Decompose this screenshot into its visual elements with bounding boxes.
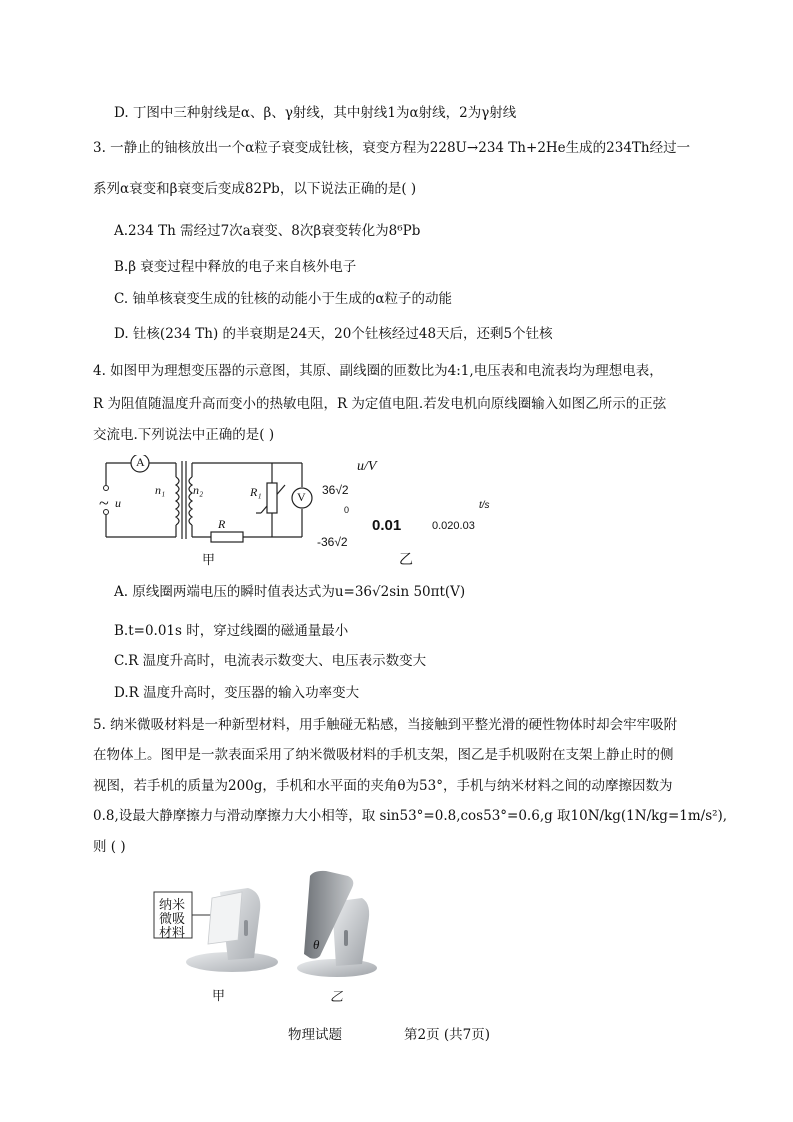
- option-4c: C.R 温度升高时，电流表示数变大、电压表示数变大: [114, 653, 427, 669]
- option-3d: D. 丁图中三种射线是α、β、γ射线，其中射线1为α射线，2为γ射线: [114, 105, 517, 121]
- photo-caption-left: 甲: [212, 988, 226, 1003]
- n1-label: n₁: [155, 483, 166, 497]
- footer-page-number: 第2页 (共7页): [404, 1027, 491, 1043]
- option-4b: B.t=0.01s 时，穿过线圈的磁通量最小: [114, 623, 349, 639]
- circuit-caption: 甲: [202, 552, 216, 567]
- wave-t23: 0.020.03: [432, 520, 475, 532]
- photo-label-line2: 微吸: [159, 911, 186, 926]
- r-label: R: [218, 517, 226, 531]
- voltmeter-label: V: [297, 490, 306, 504]
- option-3c: C. 铀单核衰变生成的钍核的动能小于生成的α粒子的动能: [114, 291, 453, 307]
- question-5-stem-4: 0.8,设最大静摩擦力与滑动摩擦力大小相等，取 sin53°=0.8,cos53°=0.6,g 取10N/kg(1N/kg=1m/s²),: [93, 808, 728, 824]
- wave-xlabel: t/s: [479, 500, 490, 511]
- r1-label: R₁: [250, 485, 262, 499]
- phone-on-stand-photo: [292, 868, 382, 980]
- question-5-stem-2: 在物体上。图甲是一款表面采用了纳米微吸材料的手机支架，图乙是手机吸附在支架上静止时的侧: [93, 747, 674, 763]
- question-4-stem-cont: R 为阻值随温度升高而变小的热敏电阻，R 为定值电阻.若发电机向原线圈输入如图乙所示的正弦: [93, 396, 667, 412]
- wave-zero: 0: [344, 505, 350, 515]
- wave-t1: 0.01: [372, 517, 402, 534]
- ammeter-label: A: [136, 455, 145, 469]
- option-3b: B.β 衰变过程中释放的电子来自核外电子: [114, 259, 357, 275]
- question-5-stem-5: 则 ( ): [93, 839, 126, 855]
- photo-label-line3: 材料: [159, 925, 186, 940]
- option-3d-2: D. 钍核(234 Th) 的半衰期是24天，20个钍核经过48天后，还剩5个钍核: [114, 326, 553, 342]
- question-5-stem: 5. 纳米微吸材料是一种新型材料，用手触碰无粘感，当接触到平整光滑的硬性物体时却会牢牢吸附: [93, 717, 678, 733]
- wave-ylabel: u/V: [357, 459, 377, 474]
- photo-caption-right: 乙: [330, 989, 344, 1004]
- question-5-stem-3: 视图，若手机的质量为200g，手机和水平面的夹角θ为53°，手机与纳米材料之间的动摩擦因数为: [93, 778, 673, 794]
- option-3a: A.234 Th 需经过7次a衰变、8次β衰变转化为8⁶Pb: [114, 223, 421, 239]
- footer-title: 物理试题: [288, 1027, 342, 1043]
- option-4d: D.R 温度升高时，变压器的输入功率变大: [114, 685, 360, 701]
- wave-ymax: 36√2: [322, 483, 349, 497]
- theta-label: θ: [313, 937, 320, 952]
- source-tilde: ~: [99, 493, 109, 513]
- question-4-stem-end: 交流电.下列说法中正确的是( ): [93, 427, 275, 443]
- photo-label-line1: 纳米: [159, 897, 186, 912]
- question-3-stem-cont: 系列α衰变和β衰变后变成82Pb，以下说法正确的是( ): [93, 181, 417, 197]
- wave-caption: 乙: [399, 551, 413, 567]
- n2-label: n₂: [193, 483, 204, 497]
- question-3-stem: 3. 一静止的铀核放出一个α粒子衰变成钍核，衰变方程为228U→234 Th+2He生成的234Th经过一: [93, 140, 691, 156]
- source-u-label: u: [115, 496, 121, 510]
- option-4a: A. 原线圈两端电压的瞬时值表达式为u=36√2sin 50πt(V): [114, 584, 466, 600]
- question-4-stem: 4. 如图甲为理想变压器的示意图，其原、副线圈的匝数比为4:1,电压表和电流表均为理想电表，: [93, 363, 663, 379]
- wave-ymin: -36√2: [317, 535, 348, 549]
